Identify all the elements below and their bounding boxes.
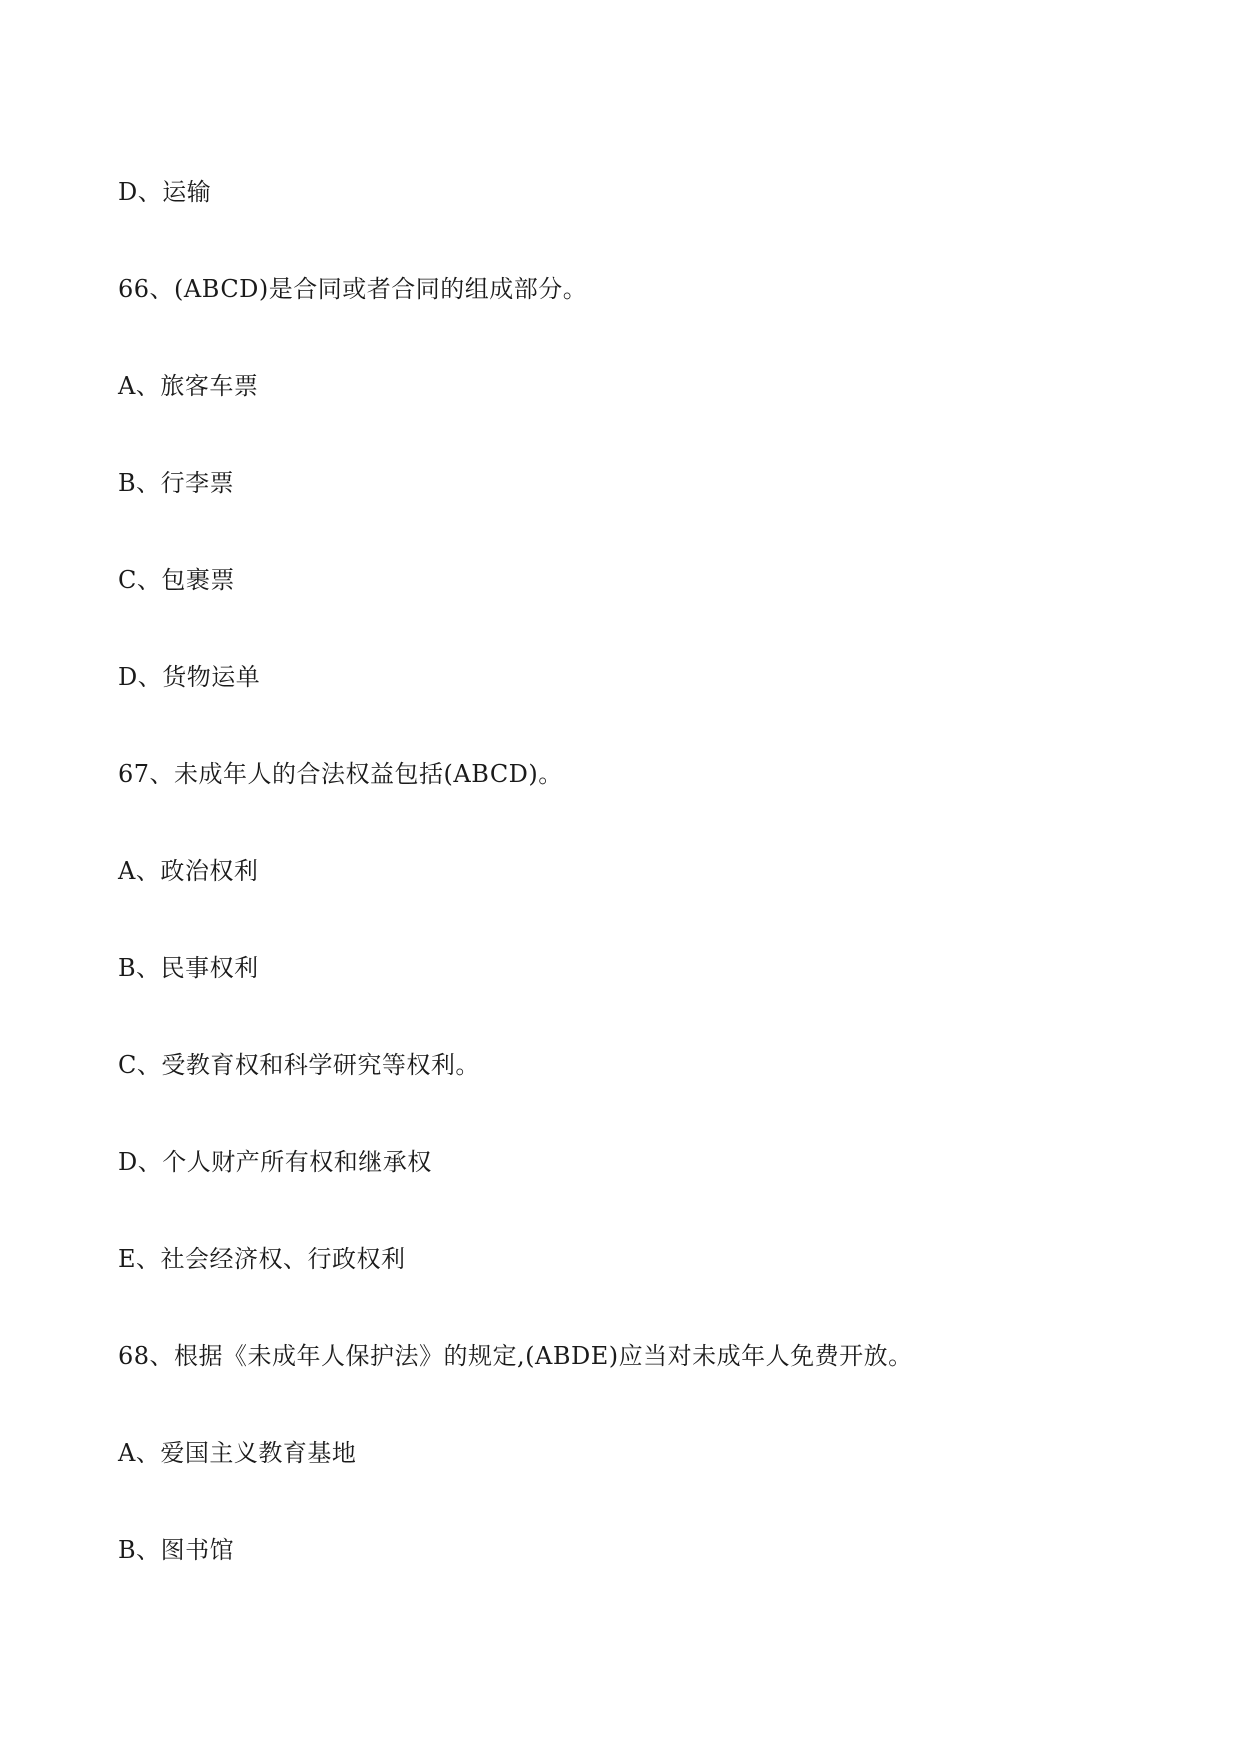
q68-option-b: B、图书馆 — [118, 1536, 235, 1564]
q66-option-c: C、包裹票 — [118, 566, 235, 594]
q67-option-c: C、受教育权和科学研究等权利。 — [118, 1051, 480, 1079]
q66-option-b: B、行李票 — [118, 469, 235, 497]
q67-question: 67、未成年人的合法权益包括(ABCD)。 — [118, 760, 563, 788]
q67-option-b: B、民事权利 — [118, 954, 259, 982]
q68-option-a: A、爱国主义教育基地 — [118, 1439, 357, 1467]
q67-option-d: D、个人财产所有权和继承权 — [118, 1148, 432, 1176]
q65-option-d: D、运输 — [118, 178, 212, 206]
q67-option-a: A、政治权利 — [118, 857, 259, 885]
q66-option-d: D、货物运单 — [118, 663, 261, 691]
q68-question: 68、根据《未成年人保护法》的规定,(ABDE)应当对未成年人免费开放。 — [118, 1342, 913, 1370]
q66-option-a: A、旅客车票 — [118, 372, 259, 400]
q66-question: 66、(ABCD)是合同或者合同的组成部分。 — [118, 275, 588, 303]
q67-option-e: E、社会经济权、行政权利 — [118, 1245, 406, 1273]
